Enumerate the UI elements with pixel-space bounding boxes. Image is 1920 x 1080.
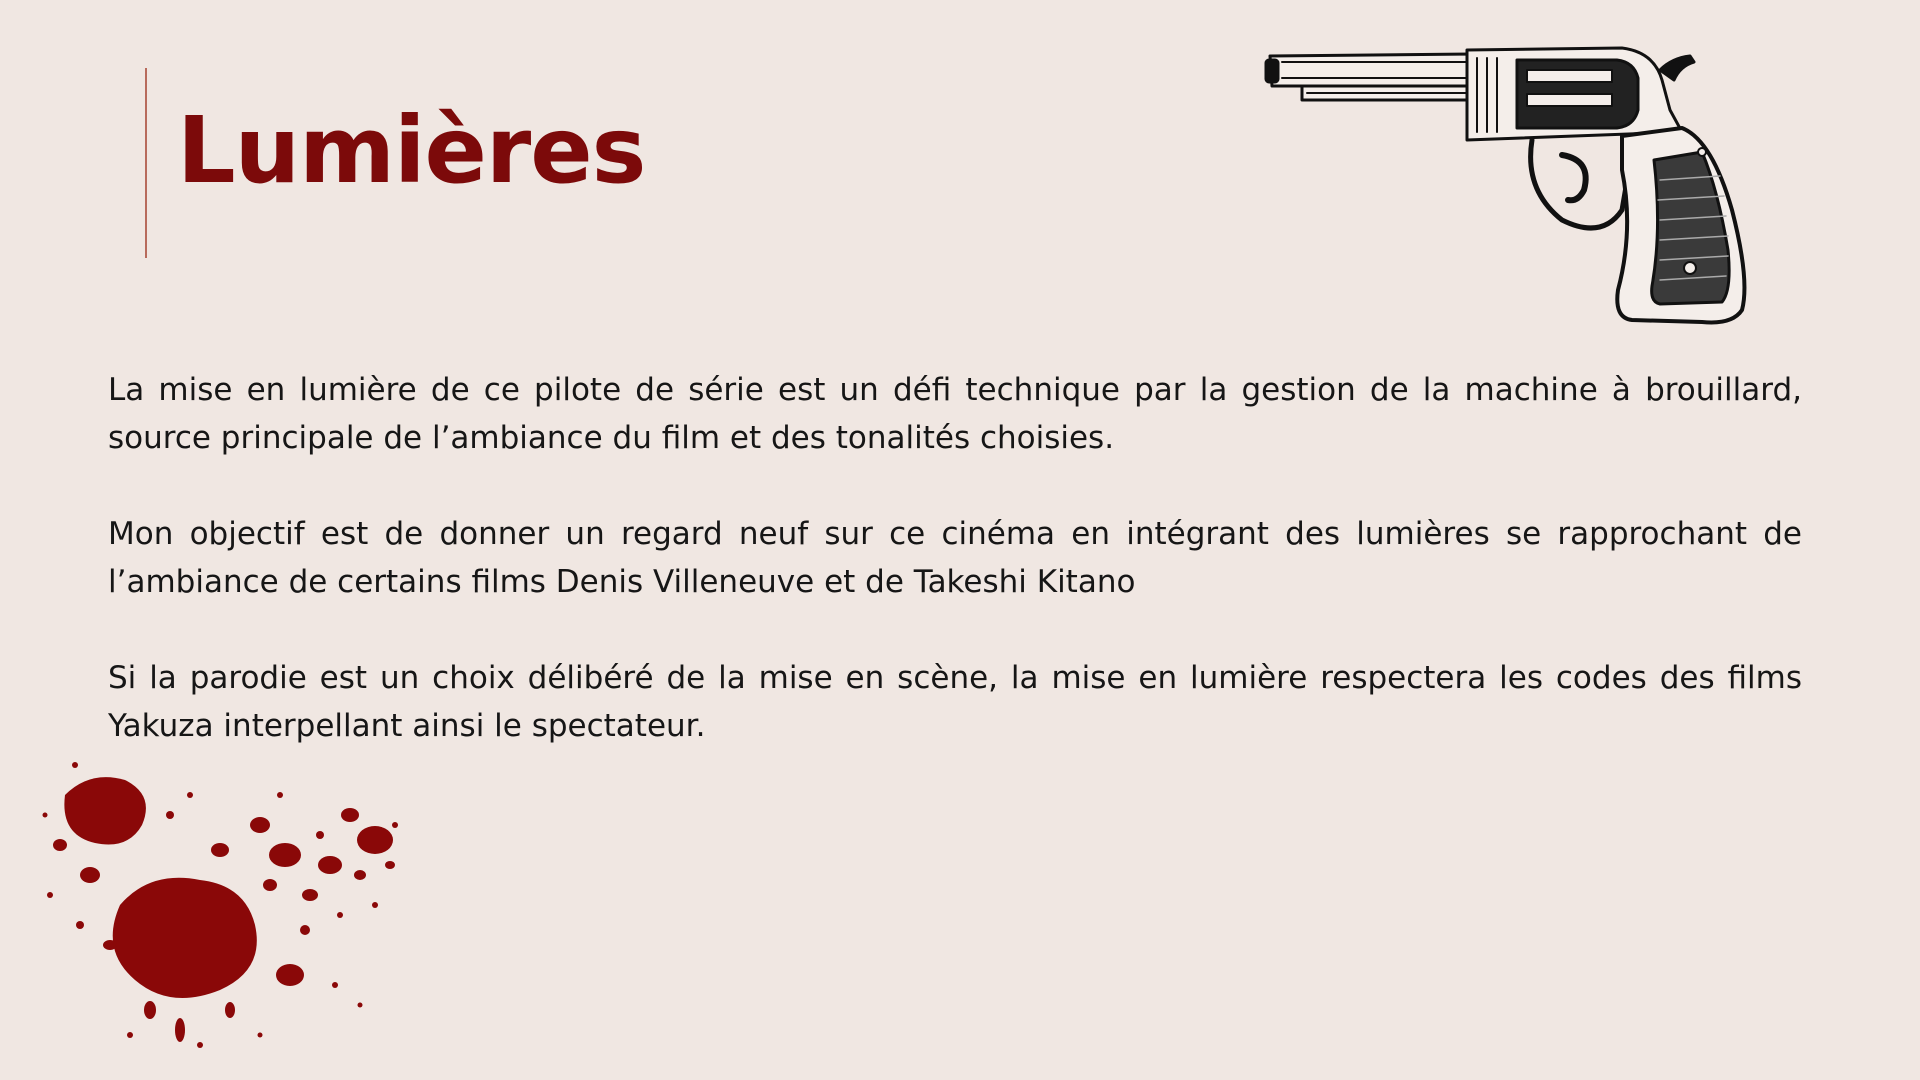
blood-splatter-illustration <box>30 755 420 1055</box>
body-paragraph: Mon objectif est de donner un regard neuf sur ce cinéma en intégrant des lumières se rapprochant de l’ambiance de certains films Denis Villeneuve et de Takeshi Kitano <box>108 516 1802 600</box>
title-divider-line <box>145 68 147 258</box>
revolver-illustration <box>1262 40 1790 330</box>
body-paragraph: Si la parodie est un choix délibéré de la mise en scène, la mise en lumière respectera les codes des films Yakuza interpellant ainsi le spectateur. <box>108 660 1802 744</box>
body-paragraph: La mise en lumière de ce pilote de série est un défi technique par la gestion de la machine à brouillard, source principale de l’ambiance du film et des tonalités choisies. <box>108 372 1802 456</box>
slide-title: Lumières <box>177 97 646 204</box>
slide-body <box>108 366 1802 750</box>
